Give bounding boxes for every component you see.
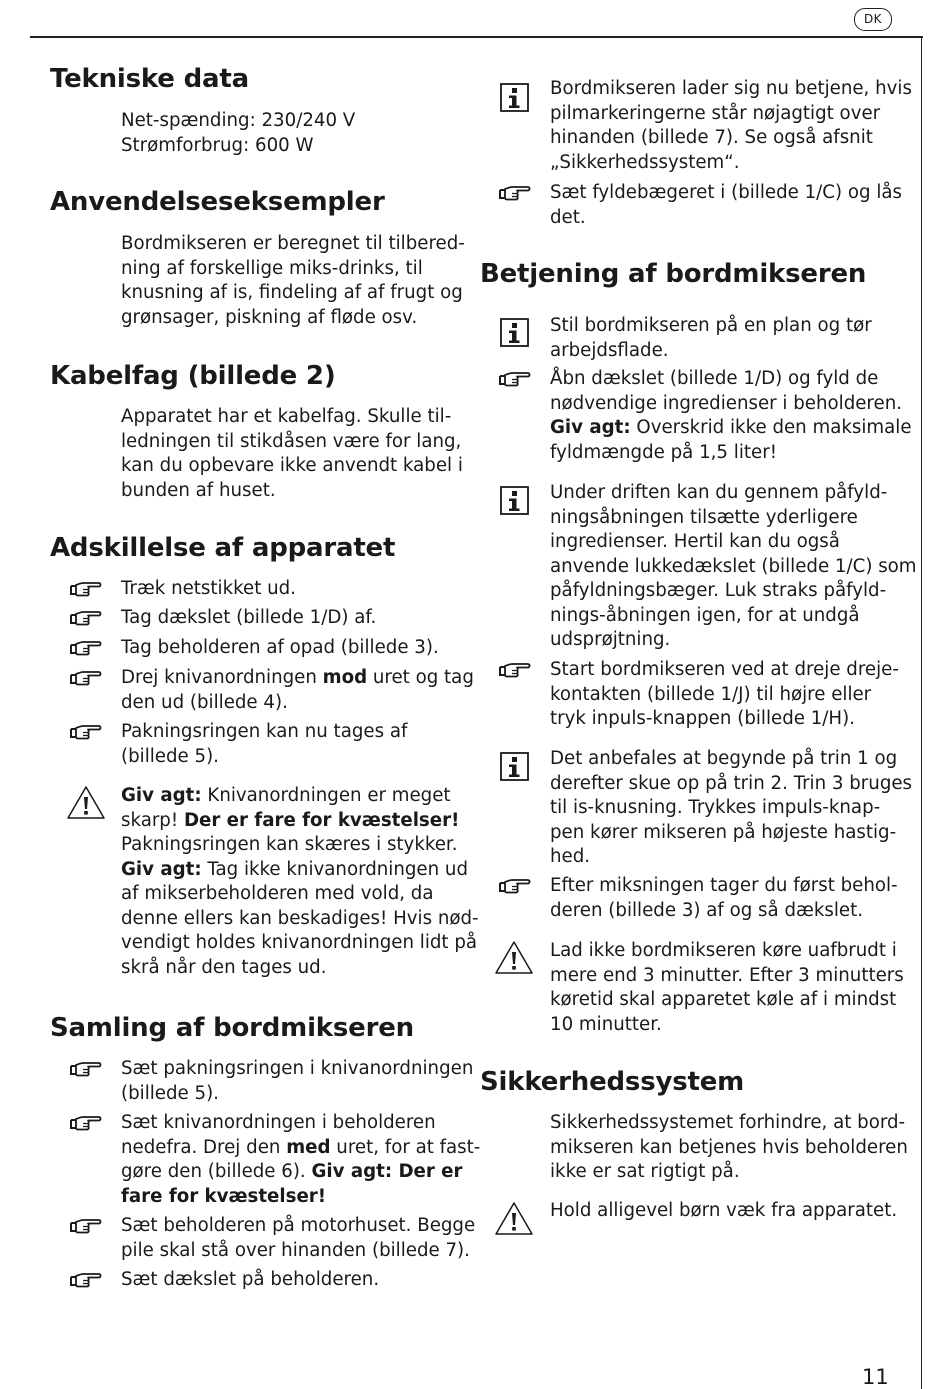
- pointing-hand-icon: [499, 662, 531, 679]
- pointing-hand-icon: [70, 724, 102, 741]
- info-icon: [500, 486, 529, 515]
- info-text: Bordmikseren lader sig nu betjene, hvis pilmarkeringerne står nøjagtigt over hinanden (billede 7). Se også afsnit „Sikkerhedssystem“.: [550, 78, 912, 173]
- pointing-hand-icon: [499, 185, 531, 202]
- info-text: Under driften kan du gennem påfyld- ningsåbningen tilsætte yderligere ingredienser. Hertil kan du også anvende lukkedækslet (billede 1/C) som påfyldningsbæger. Luk straks påfyld- nings-åbningen igen, for at undgå udsprøjtning.: [550, 482, 917, 650]
- section-title-adskillelse: Adskillelse af apparatet: [50, 533, 396, 563]
- section-title-anvendelse: Anvendelseseksempler: [50, 187, 385, 217]
- pointing-hand-icon: [70, 610, 102, 627]
- instruction-item: Efter miksningen tager du først behol- deren (billede 3) af og så dækslet.: [550, 875, 898, 921]
- pointing-hand-icon: [70, 1061, 102, 1078]
- language-badge: DK: [854, 8, 892, 31]
- section-title-kabelfag: Kabelfag (billede 2): [50, 361, 336, 391]
- pointing-hand-icon: [70, 640, 102, 657]
- info-icon: [500, 83, 529, 112]
- warning-text: Giv agt: Knivanordningen er meget skarp! Der er fare for kvæstelser! Pakningsringen kan skæres i stykker. Giv agt: Tag ikke knivanordningen ud af mikserbeholderen med vold, da denne ellers kan beskadiges! Hvis nød- vendigt holdes knivanordningen lidt på skrå når den tages ud.: [121, 785, 479, 978]
- pointing-hand-icon: [70, 1218, 102, 1235]
- warning-icon: [67, 785, 105, 820]
- section-title-samling: Samling af bordmikseren: [50, 1013, 414, 1043]
- pointing-hand-icon: [70, 581, 102, 598]
- warning-text: Lad ikke bordmikseren køre uafbrudt i mere end 3 minutter. Efter 3 minutters køretid skal apparetet køle af i mindst 10 minutter.: [550, 940, 904, 1035]
- warning-text: Hold alligevel børn væk fra apparatet.: [550, 1200, 898, 1221]
- instruction-item: Tag beholderen af opad (billede 3).: [121, 637, 439, 658]
- right-margin-rule: [921, 36, 922, 1389]
- instruction-item: Sæt dækslet på beholderen.: [121, 1269, 380, 1290]
- info-icon: [500, 752, 529, 781]
- instruction-item: Sæt pakningsringen i knivanordningen (billede 5).: [121, 1058, 474, 1104]
- info-text: Stil bordmikseren på en plan og tør arbejdsflade.: [550, 315, 872, 361]
- instruction-item: Sæt fyldebægeret i (billede 1/C) og lås det.: [550, 182, 903, 228]
- pointing-hand-icon: [499, 878, 531, 895]
- instruction-item: Åbn dækslet (billede 1/D) og fyld de nødvendige ingredienser i beholderen. Giv agt: Overskrid ikke den maksimale fyldmængde på 1,5 liter!: [550, 368, 912, 463]
- instruction-item: Tag dækslet (billede 1/D) af.: [121, 607, 377, 628]
- instruction-item: Træk netstikket ud.: [121, 578, 296, 599]
- anvendelse-text: Bordmikseren er beregnet til tilbered- ning af forskellige miks-drinks, til knusning af is, findeling af af frugt og grønsager, piskning af fløde osv.: [121, 233, 465, 328]
- section-title-sikkerhedssystem: Sikkerhedssystem: [480, 1067, 745, 1097]
- pointing-hand-icon: [70, 1115, 102, 1132]
- header-rule: [30, 36, 923, 38]
- section-title-tekniske-data: Tekniske data: [50, 64, 249, 94]
- info-icon: [500, 318, 529, 347]
- sikkerhedssystem-text: Sikkerhedssystemet forhindre, at bord- mikseren kan betjenes hvis beholderen ikke er sat rigtigt på.: [550, 1112, 908, 1182]
- pointing-hand-icon: [70, 670, 102, 687]
- instruction-item: Sæt knivanordningen i beholderen nedefra. Drej den med uret, for at fast- gøre den (billede 6). Giv agt: Der er fare for kvæstelser!: [121, 1112, 481, 1207]
- warning-icon: [495, 940, 533, 975]
- tech-data-text: Net-spænding: 230/240 V Strømforbrug: 600 W: [121, 110, 356, 156]
- instruction-item: Pakningsringen kan nu tages af (billede 5).: [121, 721, 408, 767]
- page-number: 11: [862, 1365, 889, 1389]
- instruction-item: Sæt beholderen på motorhuset. Begge pile skal stå over hinanden (billede 7).: [121, 1215, 476, 1261]
- warning-icon: [495, 1201, 533, 1236]
- kabelfag-text: Apparatet har et kabelfag. Skulle til- ledningen til stikdåsen være for lang, kan du opbevare ikke anvendt kabel i bunden af huset.: [121, 406, 463, 501]
- section-title-betjening: Betjening af bordmikseren: [480, 259, 867, 289]
- instruction-item: Drej knivanordningen mod uret og tag den ud (billede 4).: [121, 667, 474, 713]
- info-text: Det anbefales at begynde på trin 1 og derefter skue op på trin 2. Trin 3 bruges til is-knusning. Trykkes impuls-knap- pen kører mikseren på højeste hastig- hed.: [550, 748, 913, 867]
- instruction-item: Start bordmikseren ved at dreje dreje- kontakten (billede 1/J) til højre eller tryk inpuls-knappen (billede 1/H).: [550, 659, 899, 729]
- pointing-hand-icon: [70, 1272, 102, 1289]
- pointing-hand-icon: [499, 371, 531, 388]
